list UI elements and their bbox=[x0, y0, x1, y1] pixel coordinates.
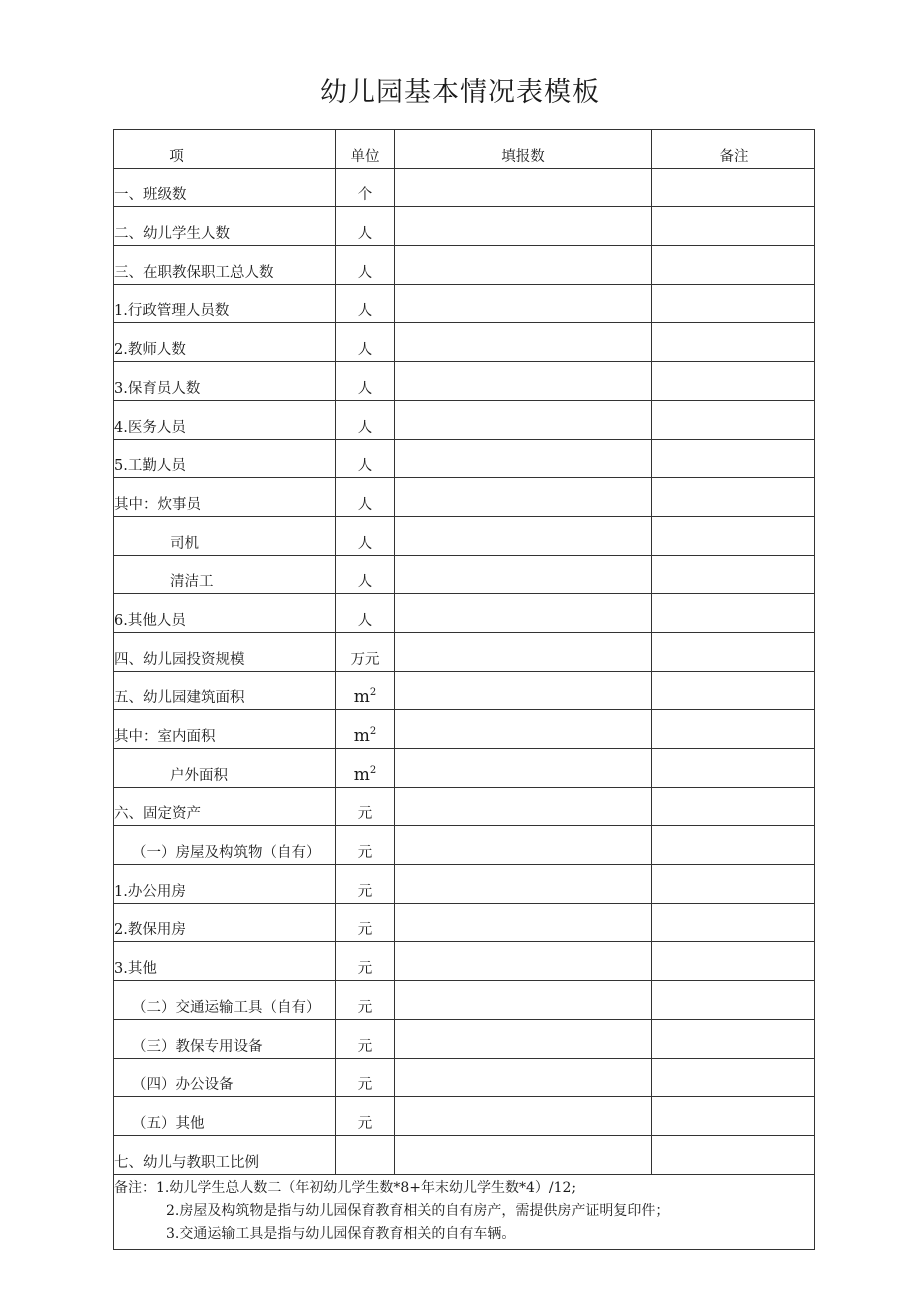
row-value-cell[interactable] bbox=[395, 246, 652, 285]
row-unit bbox=[336, 710, 395, 749]
row-remark-cell[interactable] bbox=[652, 1019, 815, 1058]
page-title: 幼儿园基本情况表模板 bbox=[320, 77, 600, 108]
row-remark-cell[interactable] bbox=[652, 1135, 815, 1174]
row-value-cell[interactable] bbox=[395, 400, 652, 439]
row-value-cell[interactable] bbox=[395, 903, 652, 942]
row-value-cell[interactable] bbox=[395, 632, 652, 671]
table-row bbox=[114, 362, 815, 401]
row-value-cell[interactable] bbox=[395, 787, 652, 826]
row-value-cell[interactable] bbox=[395, 284, 652, 323]
row-unit: 人 bbox=[336, 478, 395, 517]
row-unit: 人 bbox=[336, 516, 395, 555]
unit-base: m bbox=[353, 726, 370, 746]
row-value-cell[interactable] bbox=[395, 749, 652, 788]
row-item-label: 其中：室内面积 bbox=[114, 710, 336, 749]
row-value-cell[interactable] bbox=[395, 207, 652, 246]
row-item-label: 4.医务人员 bbox=[114, 400, 336, 439]
row-remark-cell[interactable] bbox=[652, 439, 815, 478]
row-unit: 元 bbox=[336, 826, 395, 865]
table-row bbox=[114, 594, 815, 633]
table-row bbox=[114, 632, 815, 671]
row-item-label: 七、幼儿与教职工比例 bbox=[114, 1135, 336, 1174]
row-unit: 人 bbox=[336, 400, 395, 439]
table-row bbox=[114, 1058, 815, 1097]
header-remark: 备注 bbox=[652, 130, 815, 169]
row-remark-cell[interactable] bbox=[652, 865, 815, 904]
table-header-row bbox=[114, 130, 815, 169]
row-value-cell[interactable] bbox=[395, 1097, 652, 1136]
basic-info-table bbox=[113, 129, 815, 1250]
row-item-label: 户外面积 bbox=[114, 749, 336, 788]
row-unit: 人 bbox=[336, 362, 395, 401]
row-remark-cell[interactable] bbox=[652, 207, 815, 246]
row-item-label: 3.其他 bbox=[114, 942, 336, 981]
table-row bbox=[114, 207, 815, 246]
row-item-label: 一、班级数 bbox=[114, 168, 336, 207]
row-remark-cell[interactable] bbox=[652, 594, 815, 633]
row-remark-cell[interactable] bbox=[652, 400, 815, 439]
row-unit: 人 bbox=[336, 555, 395, 594]
row-unit: 元 bbox=[336, 865, 395, 904]
row-unit: 人 bbox=[336, 323, 395, 362]
row-remark-cell[interactable] bbox=[652, 981, 815, 1020]
row-item-label: 五、幼儿园建筑面积 bbox=[114, 671, 336, 710]
table-row bbox=[114, 478, 815, 517]
row-value-cell[interactable] bbox=[395, 826, 652, 865]
row-value-cell[interactable] bbox=[395, 981, 652, 1020]
table-row bbox=[114, 439, 815, 478]
note-line: 备注：1.幼儿学生总人数二（年初幼儿学生数*8+年末幼儿学生数*4）/12; bbox=[114, 1179, 577, 1196]
table-row bbox=[114, 284, 815, 323]
row-item-label: 四、幼儿园投资规模 bbox=[114, 632, 336, 671]
row-unit: 元 bbox=[336, 1058, 395, 1097]
row-remark-cell[interactable] bbox=[652, 168, 815, 207]
row-item-label: （五）其他 bbox=[114, 1097, 336, 1136]
table-row bbox=[114, 323, 815, 362]
row-value-cell[interactable] bbox=[395, 362, 652, 401]
header-unit: 单位 bbox=[336, 130, 395, 169]
row-remark-cell[interactable] bbox=[652, 1097, 815, 1136]
table-row bbox=[114, 865, 815, 904]
note-line: 2.房屋及构筑物是指与幼儿园保育教育相关的自有房产，需提供房产证明复印件； bbox=[166, 1202, 670, 1219]
row-unit: 元 bbox=[336, 903, 395, 942]
unit-superscript: 2 bbox=[369, 687, 377, 699]
row-remark-cell[interactable] bbox=[652, 942, 815, 981]
row-unit: 人 bbox=[336, 207, 395, 246]
row-remark-cell[interactable] bbox=[652, 903, 815, 942]
row-item-label: 二、幼儿学生人数 bbox=[114, 207, 336, 246]
row-unit: 人 bbox=[336, 284, 395, 323]
row-value-cell[interactable] bbox=[395, 323, 652, 362]
row-item-label: 六、固定资产 bbox=[114, 787, 336, 826]
row-value-cell[interactable] bbox=[395, 942, 652, 981]
row-item-label: 三、在职教保职工总人数 bbox=[114, 246, 336, 285]
row-remark-cell[interactable] bbox=[652, 710, 815, 749]
table-row bbox=[114, 710, 815, 749]
table-row bbox=[114, 942, 815, 981]
row-remark-cell[interactable] bbox=[652, 516, 815, 555]
row-item-label: 6.其他人员 bbox=[114, 594, 336, 633]
notes-row bbox=[114, 1174, 815, 1249]
table-row bbox=[114, 671, 815, 710]
row-unit: 人 bbox=[336, 246, 395, 285]
unit-base: m bbox=[353, 687, 370, 708]
row-value-cell[interactable] bbox=[395, 594, 652, 633]
unit-superscript: 2 bbox=[369, 764, 377, 776]
table-row bbox=[114, 1019, 815, 1058]
row-remark-cell[interactable] bbox=[652, 787, 815, 826]
table-row bbox=[114, 903, 815, 942]
row-item-label: 其中：炊事员 bbox=[114, 478, 336, 517]
row-unit: 人 bbox=[336, 594, 395, 633]
row-item-label: 清洁工 bbox=[114, 555, 336, 594]
row-item-label: （三）教保专用设备 bbox=[114, 1019, 336, 1058]
table-row bbox=[114, 1097, 815, 1136]
row-unit: 元 bbox=[336, 1019, 395, 1058]
row-remark-cell[interactable] bbox=[652, 1058, 815, 1097]
row-remark-cell[interactable] bbox=[652, 362, 815, 401]
row-value-cell[interactable] bbox=[395, 671, 652, 710]
header-value: 填报数 bbox=[395, 130, 652, 169]
row-value-cell[interactable] bbox=[395, 439, 652, 478]
note-line: 3.交通运输工具是指与幼儿园保育教育相关的自有车辆。 bbox=[166, 1225, 516, 1242]
table-row bbox=[114, 1135, 815, 1174]
row-unit bbox=[336, 749, 395, 788]
row-value-cell[interactable] bbox=[395, 478, 652, 517]
row-value-cell[interactable] bbox=[395, 865, 652, 904]
row-unit: 人 bbox=[336, 439, 395, 478]
table-row bbox=[114, 555, 815, 594]
table-row bbox=[114, 246, 815, 285]
row-unit: 个 bbox=[336, 168, 395, 207]
row-unit: 元 bbox=[336, 942, 395, 981]
header-item: 项 bbox=[114, 130, 336, 169]
row-item-label: 司机 bbox=[114, 516, 336, 555]
row-value-cell[interactable] bbox=[395, 1019, 652, 1058]
row-remark-cell[interactable] bbox=[652, 826, 815, 865]
table-row bbox=[114, 400, 815, 439]
row-value-cell[interactable] bbox=[395, 1135, 652, 1174]
row-value-cell[interactable] bbox=[395, 516, 652, 555]
row-item-label: 1.办公用房 bbox=[114, 865, 336, 904]
row-value-cell[interactable] bbox=[395, 710, 652, 749]
row-remark-cell[interactable] bbox=[652, 478, 815, 517]
row-value-cell[interactable] bbox=[395, 555, 652, 594]
row-item-label: 2.教师人数 bbox=[114, 323, 336, 362]
row-unit: 元 bbox=[336, 1097, 395, 1136]
row-item-label: （四）办公设备 bbox=[114, 1058, 336, 1097]
row-remark-cell[interactable] bbox=[652, 632, 815, 671]
unit-superscript: 2 bbox=[369, 726, 377, 737]
row-remark-cell[interactable] bbox=[652, 246, 815, 285]
row-remark-cell[interactable] bbox=[652, 323, 815, 362]
row-unit bbox=[336, 1135, 395, 1174]
table-row bbox=[114, 168, 815, 207]
row-item-label: 1.行政管理人员数 bbox=[114, 284, 336, 323]
row-unit bbox=[336, 671, 395, 710]
row-unit: 元 bbox=[336, 787, 395, 826]
row-unit: 万元 bbox=[336, 632, 395, 671]
table-row bbox=[114, 787, 815, 826]
row-item-label: 3.保育员人数 bbox=[114, 362, 336, 401]
row-item-label: 2.教保用房 bbox=[114, 903, 336, 942]
row-unit: 元 bbox=[336, 981, 395, 1020]
notes-cell bbox=[114, 1174, 815, 1249]
table-row bbox=[114, 749, 815, 788]
row-remark-cell[interactable] bbox=[652, 749, 815, 788]
row-item-label: （二）交通运输工具（自有） bbox=[114, 981, 336, 1020]
row-value-cell[interactable] bbox=[395, 168, 652, 207]
row-remark-cell[interactable] bbox=[652, 555, 815, 594]
row-value-cell[interactable] bbox=[395, 1058, 652, 1097]
table-row bbox=[114, 981, 815, 1020]
table-row bbox=[114, 516, 815, 555]
table-row bbox=[114, 826, 815, 865]
row-item-label: 5.工勤人员 bbox=[114, 439, 336, 478]
unit-base: m bbox=[353, 764, 370, 785]
row-remark-cell[interactable] bbox=[652, 284, 815, 323]
row-item-label: （一）房屋及构筑物（自有） bbox=[114, 826, 336, 865]
row-remark-cell[interactable] bbox=[652, 671, 815, 710]
